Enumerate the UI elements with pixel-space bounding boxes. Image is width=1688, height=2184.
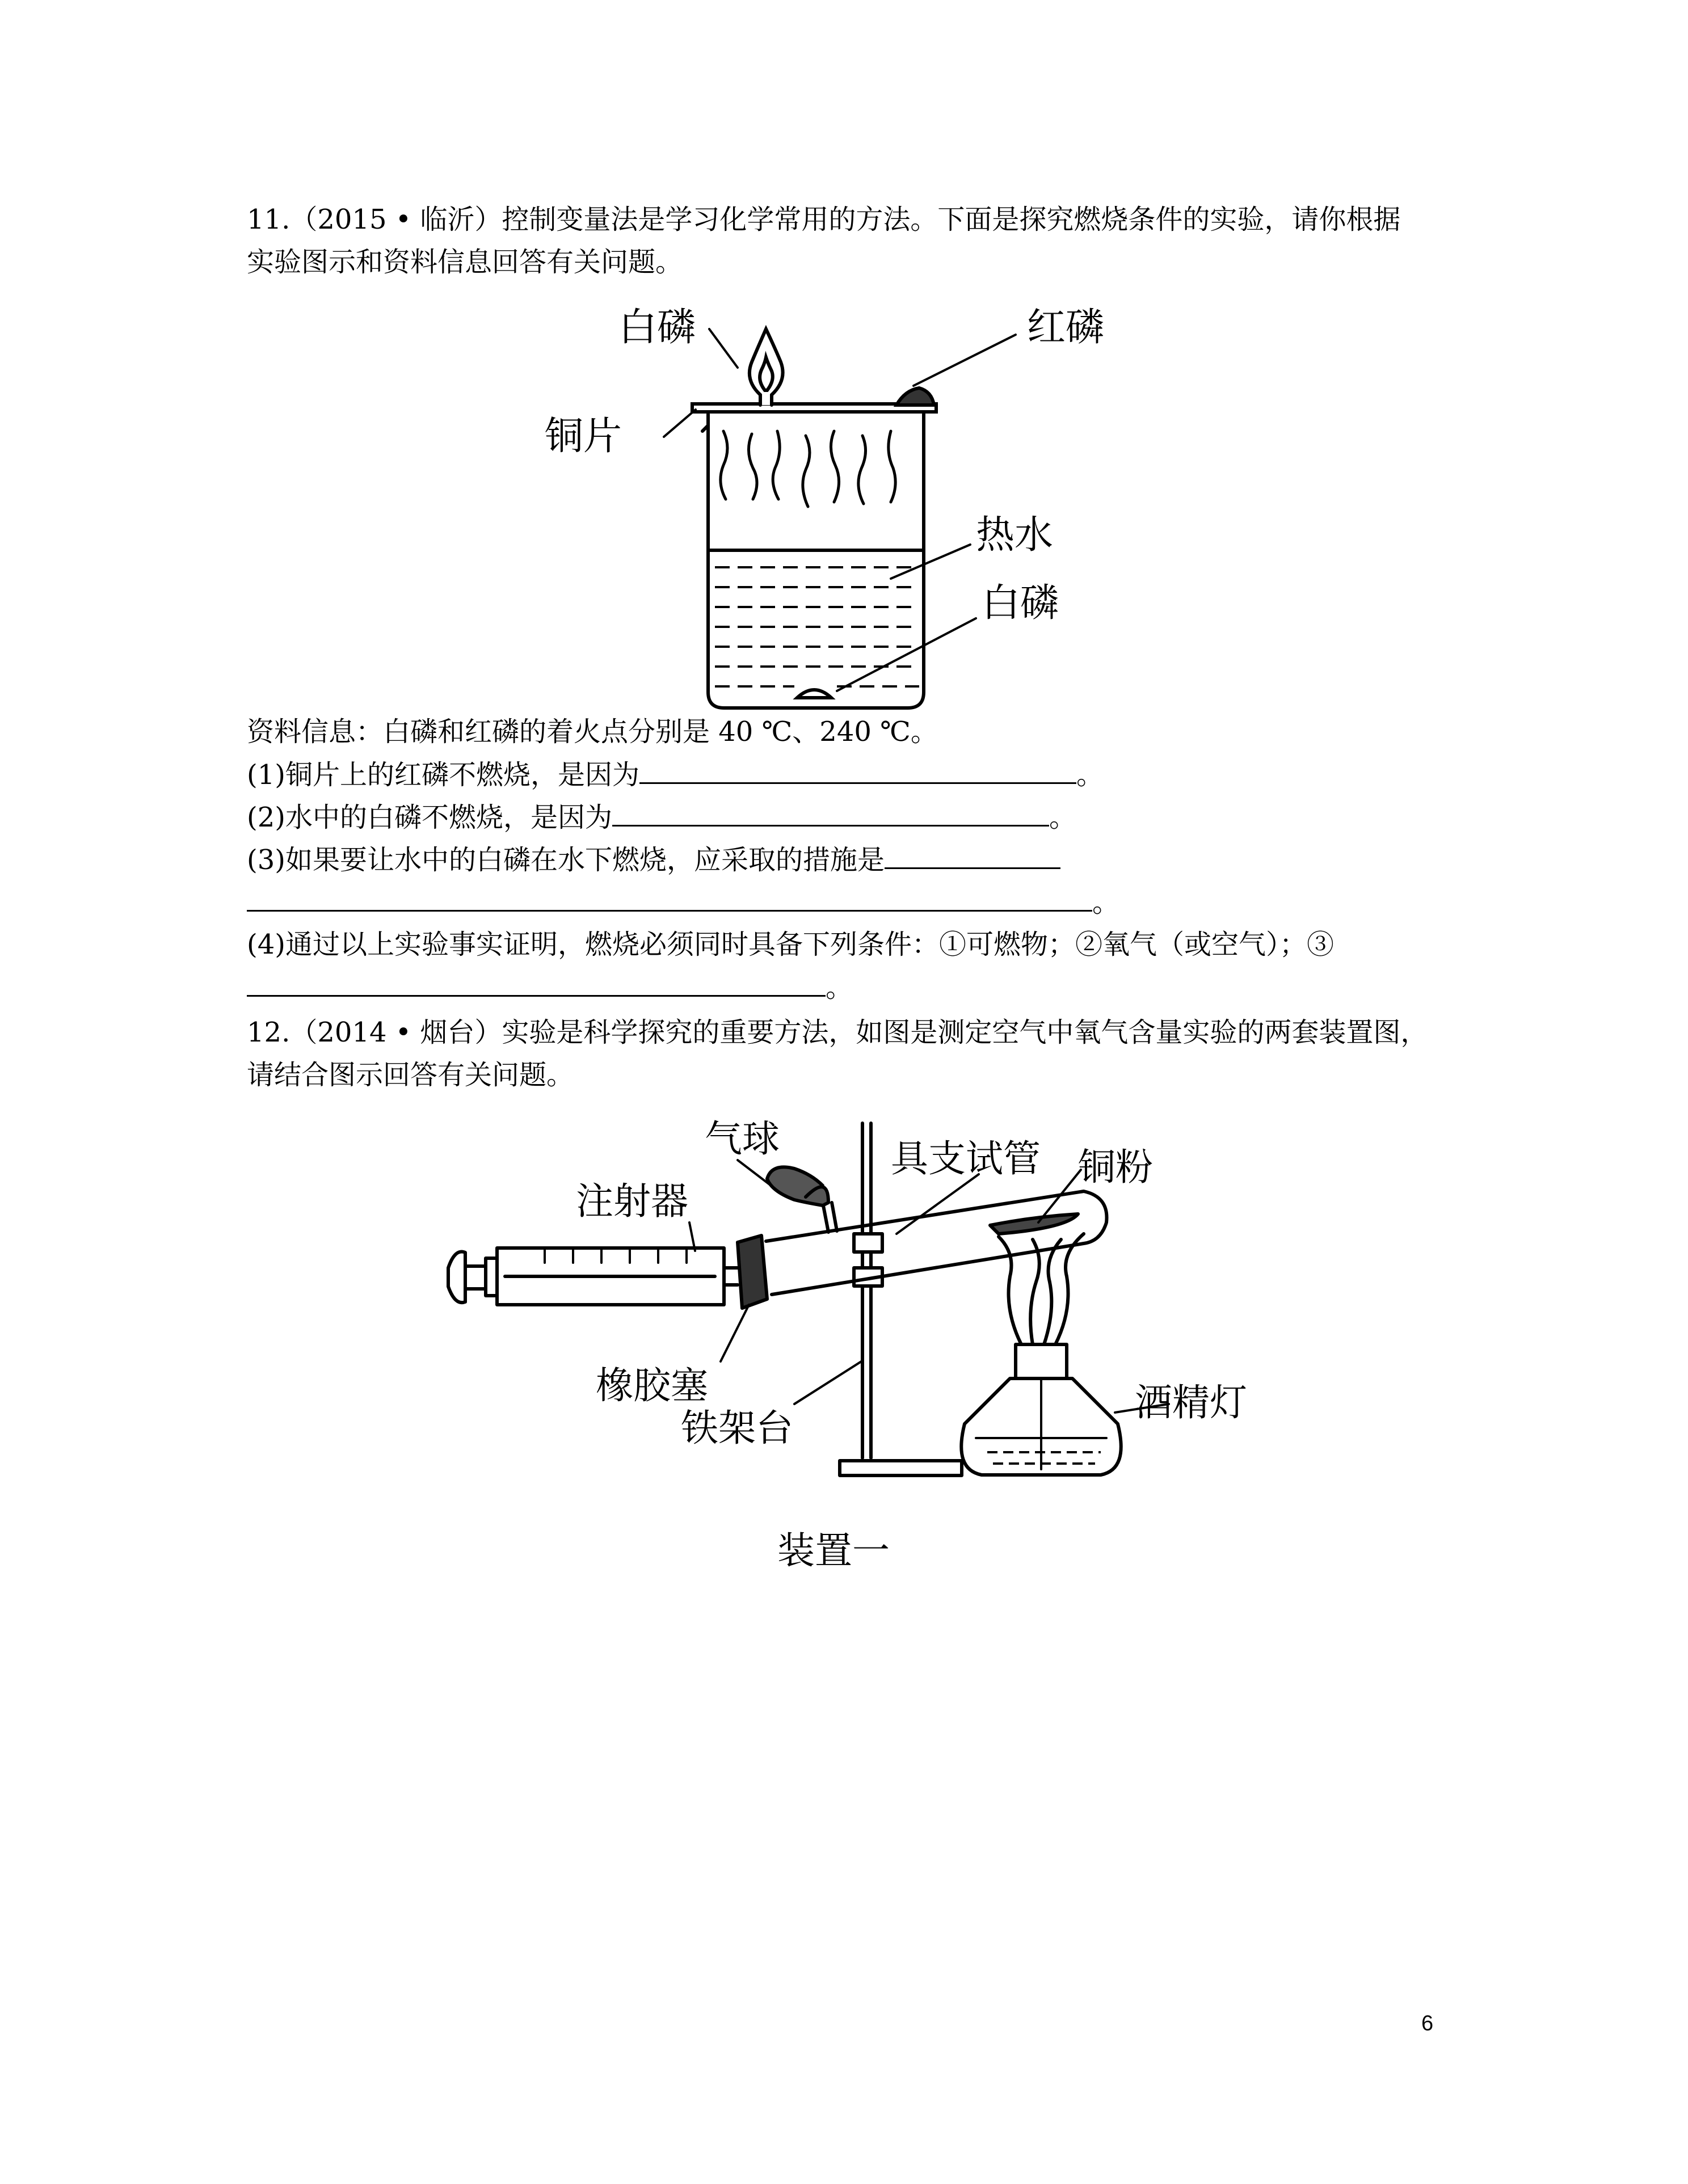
label-iron-stand: 铁架台: [681, 1406, 793, 1450]
q11-sub3-period: 。: [1092, 887, 1120, 918]
label-syringe: 注射器: [576, 1179, 688, 1223]
label-red-phosphorus: 红磷: [1027, 305, 1105, 350]
q11-sub4: (4)通过以上实验事实证明，燃烧必须同时具备下列条件：①可燃物；②氧气（或空气）；③: [247, 929, 1334, 960]
q11-sub3-text: (3)如果要让水中的白磷在水下燃烧，应采取的措施是: [247, 844, 885, 876]
q12-stem-line2: 请结合图示回答有关问题。: [247, 1059, 574, 1091]
q11-sub2-period: 。: [1049, 802, 1077, 833]
q11-sub3-answer-blank-a[interactable]: [885, 842, 1060, 869]
label-branch-tube: 具支试管: [891, 1137, 1041, 1180]
q11-sub4-period: 。: [826, 972, 853, 1004]
q11-sub3-answer-blank-b[interactable]: [247, 885, 1092, 912]
apparatus-caption: 装置一: [777, 1529, 890, 1572]
label-white-phosphorus-water: 白磷: [982, 581, 1059, 626]
label-rubber-stopper: 橡胶塞: [596, 1364, 708, 1407]
combustion-experiment-figure: [528, 295, 1146, 715]
q11-sub1-period: 。: [1076, 759, 1104, 791]
q11-sub4-cont: [247, 970, 853, 1005]
label-balloon: 气球: [705, 1117, 780, 1161]
label-copper-sheet: 铜片: [545, 414, 622, 459]
q11-sub2-answer-blank[interactable]: [612, 800, 1049, 827]
q11-sub2-text: (2)水中的白磷不燃烧，是因为: [247, 802, 612, 833]
label-hot-water: 热水: [976, 513, 1054, 558]
q11-stem-line2: 实验图示和资料信息回答有关问题。: [247, 246, 683, 278]
q11-sub3: [247, 842, 1060, 877]
q11-stem-line1: 11.（2015 • 临沂）控制变量法是学习化学常用的方法。下面是探究燃烧条件的实验，请你根据: [247, 204, 1401, 235]
q11-sub4-answer-blank[interactable]: [247, 970, 826, 997]
q11-sub1-text: (1)铜片上的红磷不燃烧，是因为: [247, 759, 639, 791]
label-copper-powder: 铜粉: [1078, 1145, 1153, 1189]
oxygen-content-apparatus-figure: [431, 1106, 1260, 1498]
q11-sub2: [247, 800, 1076, 834]
q11-sub1: [247, 757, 1104, 792]
page-number: 6: [1421, 2012, 1434, 2035]
q11-info: 资料信息：白磷和红磷的着火点分别是 40 ℃、240 ℃。: [247, 716, 938, 748]
label-white-phosphorus-top: 白磷: [618, 305, 696, 350]
q11-sub3-cont: [247, 885, 1119, 920]
q11-sub1-answer-blank[interactable]: [639, 757, 1076, 784]
q12-stem-line1: 12.（2014 • 烟台）实验是科学探究的重要方法，如图是测定空气中氧气含量实验的两套装置图，: [247, 1017, 1428, 1048]
label-alcohol-lamp: 酒精灯: [1135, 1381, 1247, 1424]
